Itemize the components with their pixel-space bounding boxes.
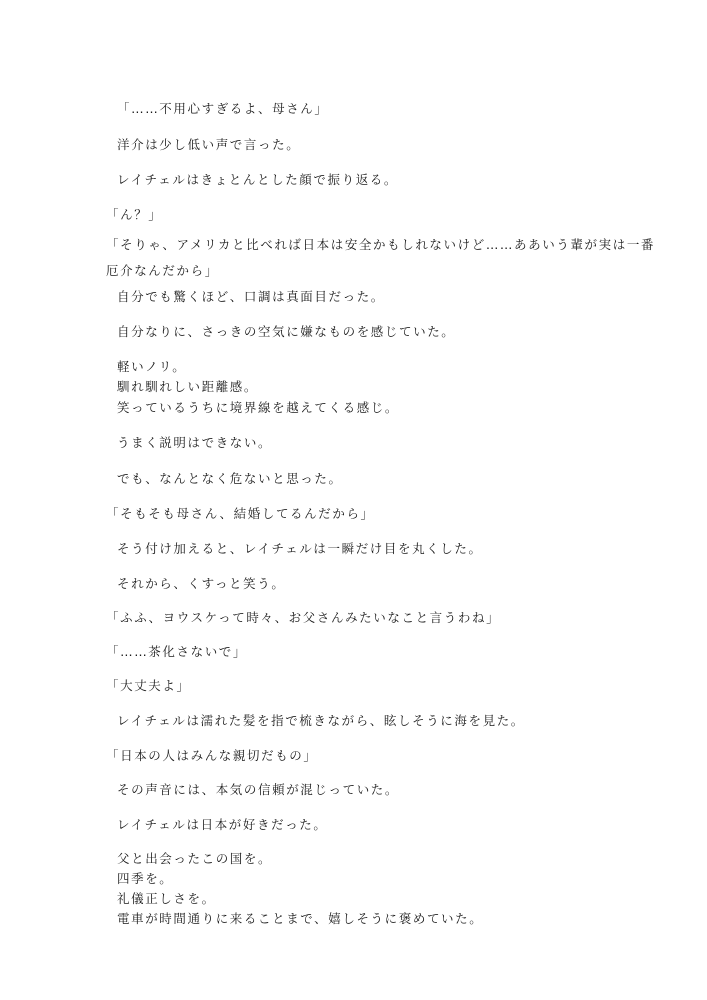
text-line: でも、なんとなく危ないと思った。 [117, 471, 343, 486]
text-line: 自分なりに、さっきの空気に嫌なものを感じていた。 [117, 324, 456, 339]
text-line: 「大丈夫よ」 [106, 678, 191, 693]
text-line: それから、くすっと笑う。 [117, 576, 286, 591]
text-line: レイチェルは濡れた髪を指で梳きながら、眩しそうに海を見た。 [117, 713, 525, 728]
text-line: 「……茶化さないで」 [106, 644, 248, 659]
text-line: 馴れ馴れしい距離感。 [117, 379, 259, 394]
text-line: そう付け加えると、レイチェルは一瞬だけ目を丸くした。 [117, 541, 483, 556]
text-line: 自分でも驚くほど、口調は真面目だった。 [117, 289, 385, 304]
text-line: 「ん？」 [106, 207, 163, 222]
text-line: レイチェルはきょとんとした顔で振り返る。 [117, 172, 399, 187]
text-line: 父と出会ったこの国を。 [117, 851, 273, 866]
text-paragraph: 「そりゃ、アメリカと比べれば日本は安全かもしれないけど……ああいう輩が実は一番厄介なんだから」 [106, 237, 656, 278]
text-line: 軽いノリ。 [117, 359, 187, 374]
text-line: 電車が時間通りに来ることまで、嬉しそうに褒めていた。 [117, 911, 484, 926]
text-line: 四季を。 [117, 871, 174, 886]
text-line: その声音には、本気の信頼が混じっていた。 [117, 782, 400, 797]
text-line: 「ふふ、ヨウスケって時々、お父さんみたいなこと言うわね」 [106, 610, 501, 625]
text-line: レイチェルは日本が好きだった。 [117, 817, 328, 832]
text-line: うまく説明はできない。 [117, 435, 273, 450]
text-line: 洋介は少し低い声で言った。 [117, 137, 301, 152]
text-line: 礼儀正しさを。 [117, 891, 216, 906]
text-line: 笑っているうちに境界線を越えてくる感じ。 [117, 400, 400, 415]
text-line: 「……不用心すぎるよ、母さん」 [117, 101, 329, 116]
text-line: 「日本の人はみんな親切だもの」 [106, 748, 318, 763]
text-line: 「そもそも母さん、結婚してるんだから」 [106, 506, 375, 521]
